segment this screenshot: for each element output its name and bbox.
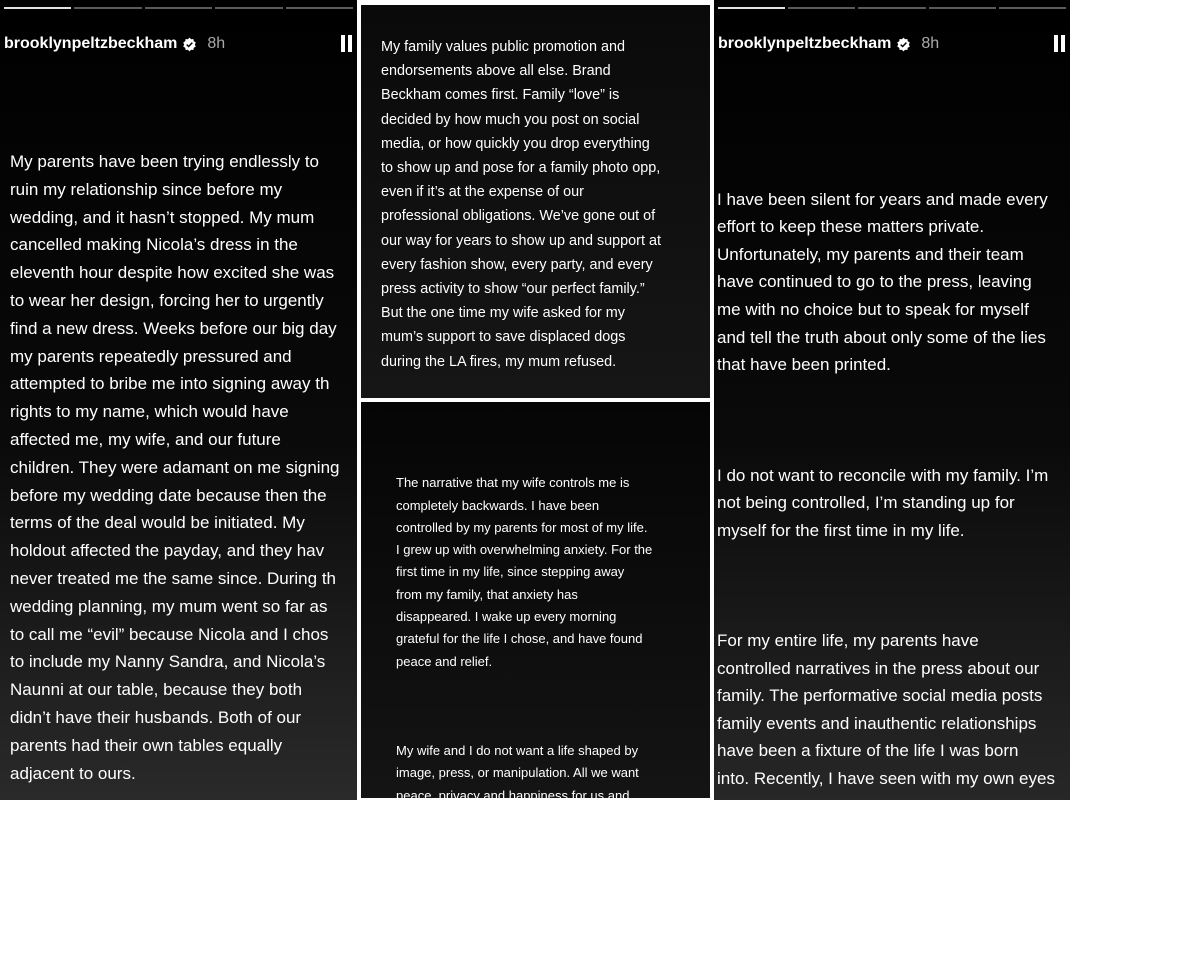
progress-segment — [999, 7, 1066, 9]
story-panel-1 — [0, 0, 357, 800]
username[interactable]: brooklynpeltzbeckham — [718, 35, 892, 52]
progress-segment — [145, 7, 212, 9]
story-paragraph: The narrative that my wife controls me is completely backwards. I have been controlled by my parents for most of my life. I grew up with overwhelming anxiety. For the first time in my life, since stepping away from my family, that anxiety has disappeared. I wake up every morning grateful for the life I chose, and have found peace and relief. — [396, 475, 653, 669]
pause-icon[interactable] — [1054, 35, 1066, 52]
progress-segment — [788, 7, 855, 9]
post-time: 8h — [921, 35, 940, 52]
story-panel-4 — [714, 0, 1070, 927]
story-header — [718, 33, 1070, 55]
progress-segment — [286, 7, 353, 9]
progress-segment — [858, 7, 925, 9]
progress-segment — [718, 7, 785, 9]
story-panel-2 — [361, 5, 710, 398]
progress-segment — [4, 7, 71, 9]
story-text: My family values public promotion and endorsements above all else. Brand Beckham comes first. Family “love” is decided by how much you post on social media, or how quickly you drop everything to show up and pose for a family photo opp, even if it’s at the expense of our professional obligations. We’ve gone out of our way for years to show up and support at every fashion show, every party, and every press activity to show “our perfect family.” But the one time my wife asked for my mum’s support to save displaced dogs during the LA fires, my mum refused. — [381, 39, 661, 370]
username[interactable]: brooklynpeltzbeckham — [4, 35, 178, 52]
story-paragraph: For my entire life, my parents have controlled narratives in the press about our family. The performative social media posts family events and inauthentic relationships have been a fixture of the life I was born into. Recently, I have seen with my own eyes the lengths that they’ll go through to place countless lies in the media, mostly at the expense of innocent people, to preserve their own facade. But I believe the truth always comes out. — [717, 631, 1055, 927]
story-paragraph: I have been silent for years and made every effort to keep these matters private. Unfortunately, my parents and their team have continued to go to the press, leaving me with no choice but to speak for myself and tell the truth about only some of the lies that have been printed. — [717, 189, 1048, 375]
story-progress-bar — [4, 7, 353, 9]
story-text: My parents have been trying endlessly to ruin my relationship since before my wedding, and it hasn’t stopped. My mum cancelled making Nicola’s dress in the eleventh hour despite how excited she was to wear her design, forcing her to urgently find a new dress. Weeks before our big day my parents repeatedly pressured and attempted to bribe me into signing away th rights to my name, which would have affected me, my wife, and our future children. They were adamant on me signing before my wedding date because then the terms of the deal would be initiated. My holdout affected the payday, and they hav never treated me the same since. During th wedding planning, my mum went so far as to call me “evil” because Nicola and I chos to include my Nanny Sandra, and Nicola’s Naunni at our table, because they both didn’t have their husbands. Both of our parents had their own tables equally adjacent to ours. — [10, 152, 340, 783]
story-text — [717, 158, 1177, 958]
story-panel-3 — [361, 402, 710, 825]
progress-segment — [74, 7, 141, 9]
story-progress-bar — [718, 7, 1066, 9]
verified-badge-icon — [896, 37, 911, 52]
pause-icon[interactable] — [341, 35, 353, 52]
verified-badge-icon — [182, 37, 197, 52]
story-text — [396, 450, 706, 852]
progress-segment — [929, 7, 996, 9]
story-paragraph: I do not want to reconcile with my family. I’m not being controlled, I’m standing up for myself for the first time in my life. — [717, 465, 1049, 540]
story-header — [4, 33, 357, 55]
story-paragraph: My wife and I do not want a life shaped by image, press, or manipulation. All we want peace, privacy and happiness for us and our future family. — [396, 743, 639, 825]
post-time: 8h — [207, 35, 226, 52]
progress-segment — [215, 7, 282, 9]
